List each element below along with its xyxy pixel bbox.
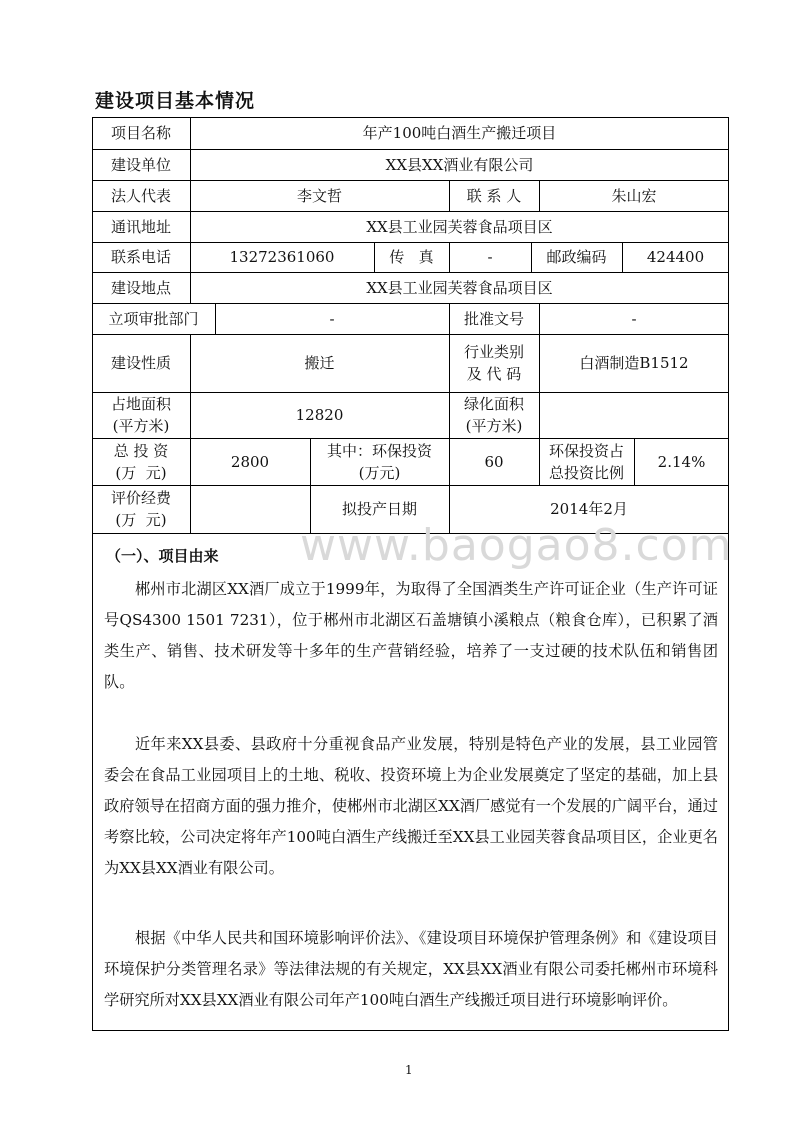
legal-rep-value: 李文哲 — [296, 186, 342, 205]
fee-value — [190, 485, 310, 533]
industry-label: 行业类别 及 代 码 — [463, 343, 524, 383]
paragraph: 近年来XX县委、县政府十分重视食品产业发展，特别是特色产业的发展，县工业园管委会在食品工业园项目上的土地、税收、投资环境上为企业发展奠定了坚定的基础，加上县政府领导在招商方面的强力推介，使郴州市北湖区XX酒厂感觉有一个发展的广阔平台，通过考察比较，公司决定将年产100吨白酒生产线搬迁至XX县工业园芙蓉食品项目区，企业更名为XX县XX酒业有限公司。 — [104, 735, 718, 877]
approval-no-value: - — [631, 309, 637, 328]
nature-label: 建设性质 — [110, 354, 171, 372]
watermark: www.baogao8.com — [300, 520, 733, 571]
start-date-value: 2014年2月 — [550, 500, 628, 518]
postcode-label: 邮政编码 — [546, 248, 607, 266]
approval-dept-label: 立项审批部门 — [108, 309, 199, 328]
paragraph: 根据《中华人民共和国环境影响评价法》、《建设项目环境保护管理条例》和《建设项目环境保护分类管理名录》等法律法规的有关规定，XX县XX酒业有限公司委托郴州市环境科学研究所对XX县XX酒业有限公司年产100吨白酒生产线搬迁项目进行环境影响评价。 — [104, 929, 718, 1009]
industry-value: 白酒制造B1512 — [579, 354, 689, 372]
project-name-value: 年产100吨白酒生产搬迁项目 — [362, 124, 557, 142]
env-ratio-label: 环保投资占 总投资比例 — [548, 441, 624, 482]
builder-value: XX县XX酒业有限公司 — [385, 155, 534, 174]
green-label: 绿化面积 (平方米) — [463, 395, 524, 435]
section-heading: （一）、项目由来 — [106, 547, 219, 565]
address-label: 通讯地址 — [110, 217, 171, 236]
env-invest-value: 60 — [484, 452, 504, 471]
contact-label: 联 系 人 — [466, 186, 522, 205]
approval-dept-value: - — [329, 309, 335, 328]
approval-no-label: 批准文号 — [463, 309, 524, 328]
area-label: 占地面积 (平方米) — [110, 395, 171, 435]
invest-value: 2800 — [230, 452, 270, 471]
page-number: 1 — [405, 1063, 413, 1077]
legal-rep-label: 法人代表 — [110, 186, 171, 205]
paragraph: 郴州市北湖区XX酒厂成立于1999年，为取得了全国酒类生产许可证企业（生产许可证号QS4300 1501 7231），位于郴州市北湖区石盖塘镇小溪粮点（粮食仓库），已积累了酒类生产、销售、技术研发等十多年的生产营销经验，培养了一支过硬的技术队伍和销售团队。 — [104, 580, 718, 691]
address-value: XX县工业园芙蓉食品项目区 — [366, 217, 553, 236]
env-invest-label: 其中：环保投资 (万元) — [326, 441, 432, 482]
invest-label: 总 投 资 (万 元) — [113, 441, 169, 482]
green-value — [539, 392, 729, 438]
fee-label: 评价经费 (万 元) — [110, 489, 171, 529]
postcode-value: 424400 — [646, 248, 705, 266]
fax-value: - — [487, 248, 493, 266]
nature-value: 搬迁 — [304, 354, 335, 372]
start-date-label: 拟投产日期 — [341, 500, 417, 518]
area-value: 12820 — [295, 406, 344, 424]
phone-value: 13272361060 — [229, 248, 335, 266]
env-ratio-value: 2.14% — [657, 452, 706, 471]
builder-label: 建设单位 — [110, 155, 171, 174]
project-name-label: 项目名称 — [110, 124, 171, 142]
phone-label: 联系电话 — [110, 248, 171, 266]
fax-label: 传 真 — [389, 248, 434, 266]
site-label: 建设地点 — [110, 278, 171, 297]
page-title: 建设项目基本情况 — [95, 90, 256, 112]
contact-value: 朱山宏 — [611, 186, 657, 205]
site-value: XX县工业园芙蓉食品项目区 — [366, 278, 553, 297]
